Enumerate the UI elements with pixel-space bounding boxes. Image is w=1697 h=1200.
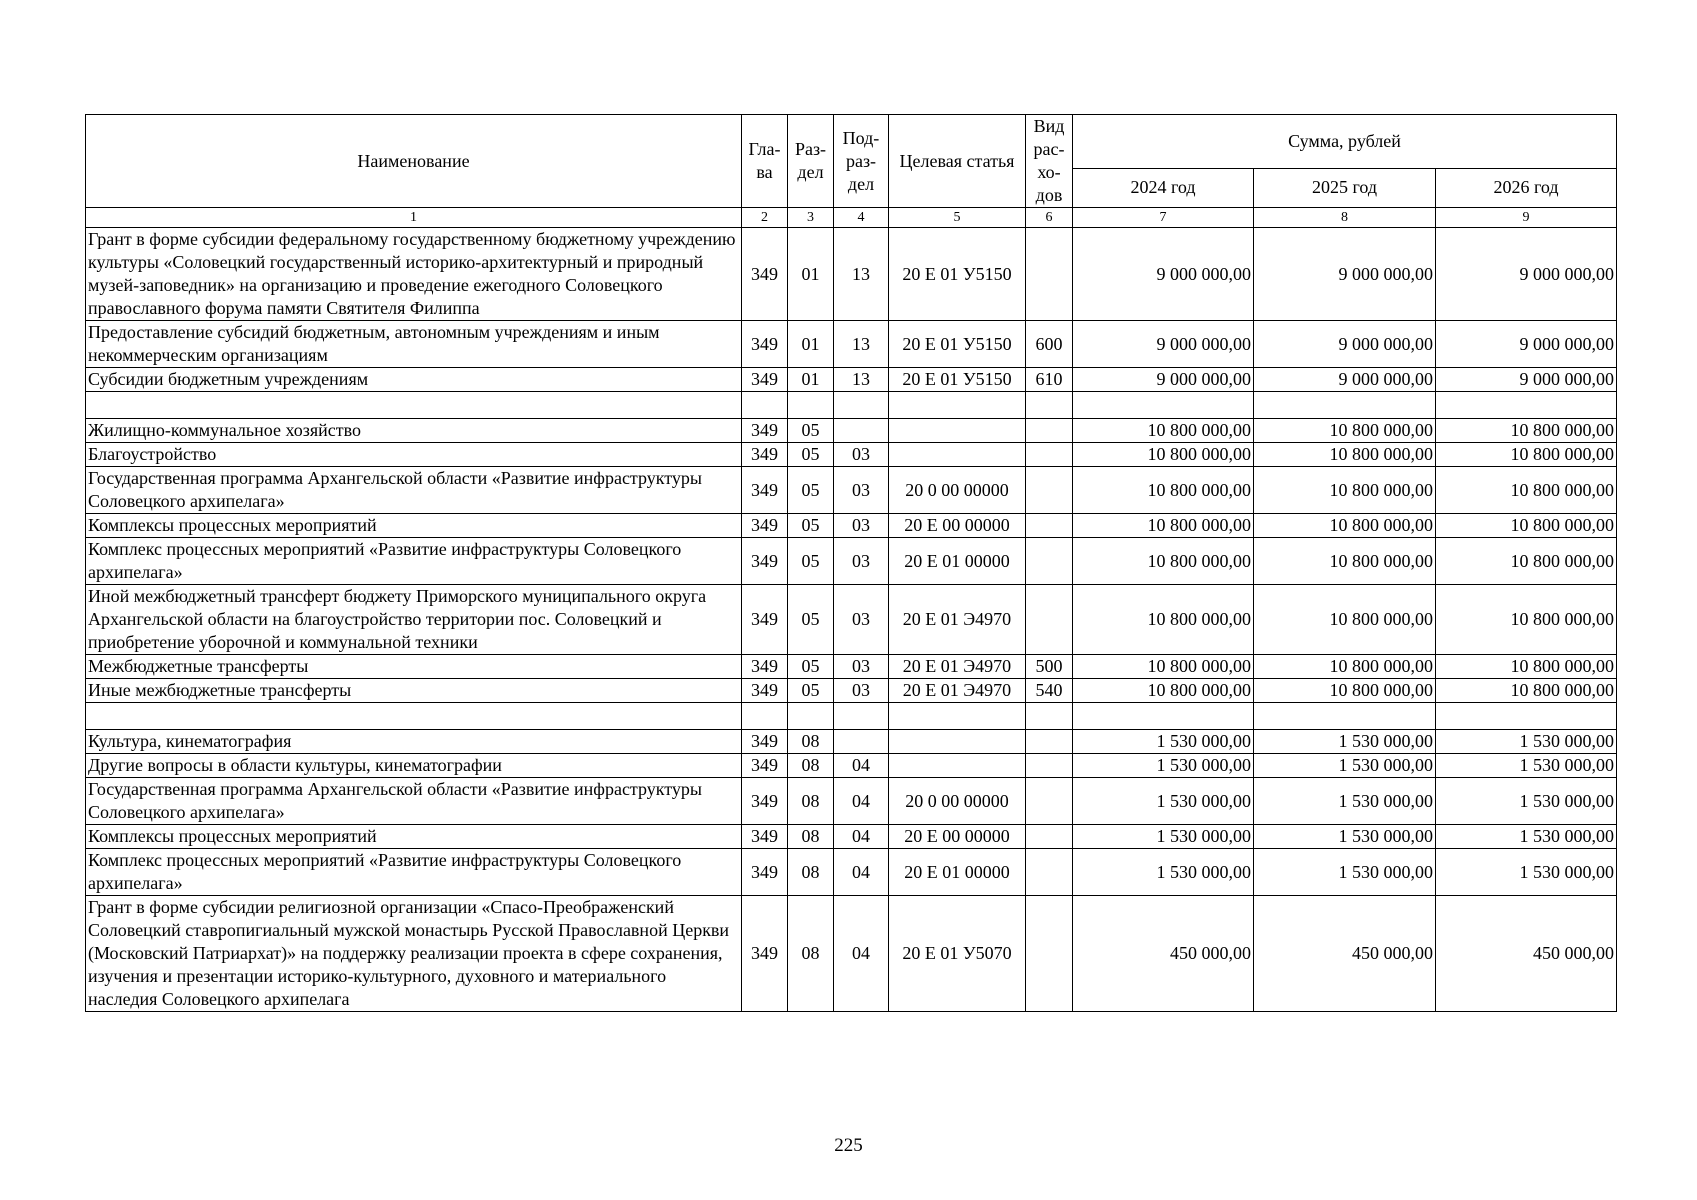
cell-vid: 610 bbox=[1026, 368, 1073, 392]
header-year-2024: 2024 год bbox=[1073, 168, 1254, 207]
cell-sum-2025: 1 530 000,00 bbox=[1254, 730, 1436, 754]
table-row bbox=[86, 754, 1617, 778]
cell-vid bbox=[1026, 825, 1073, 849]
cell-vid: 500 bbox=[1026, 655, 1073, 679]
cell-article: 20 Е 00 00000 bbox=[889, 825, 1026, 849]
table-row bbox=[86, 778, 1617, 825]
cell-sum-2026: 1 530 000,00 bbox=[1436, 730, 1617, 754]
cell-sum-2026: 10 800 000,00 bbox=[1436, 467, 1617, 514]
cell-podrazdel: 04 bbox=[834, 896, 889, 1012]
table-row bbox=[86, 419, 1617, 443]
cell-sum-2024: 10 800 000,00 bbox=[1073, 679, 1254, 703]
col-number: 6 bbox=[1026, 208, 1073, 228]
cell-name: Комплексы процессных мероприятий bbox=[86, 825, 742, 849]
cell-name: Другие вопросы в области культуры, кинематографии bbox=[86, 754, 742, 778]
cell-glava: 349 bbox=[742, 679, 788, 703]
col-number: 4 bbox=[834, 208, 889, 228]
cell-podrazdel: 04 bbox=[834, 778, 889, 825]
cell-vid bbox=[1026, 514, 1073, 538]
cell-sum-2024: 1 530 000,00 bbox=[1073, 825, 1254, 849]
cell-sum-2026: 1 530 000,00 bbox=[1436, 754, 1617, 778]
cell-sum-2025: 10 800 000,00 bbox=[1254, 443, 1436, 467]
cell-sum-2024: 10 800 000,00 bbox=[1073, 467, 1254, 514]
cell-article bbox=[889, 730, 1026, 754]
cell-sum-2025: 10 800 000,00 bbox=[1254, 538, 1436, 585]
cell-sum-2024: 1 530 000,00 bbox=[1073, 730, 1254, 754]
cell-vid bbox=[1026, 849, 1073, 896]
cell-razdel: 05 bbox=[788, 538, 834, 585]
cell-vid bbox=[1026, 228, 1073, 321]
cell-sum-2024: 9 000 000,00 bbox=[1073, 321, 1254, 368]
cell-sum-2024: 10 800 000,00 bbox=[1073, 538, 1254, 585]
cell-sum-2024: 1 530 000,00 bbox=[1073, 849, 1254, 896]
col-number: 3 bbox=[788, 208, 834, 228]
cell-glava bbox=[742, 703, 788, 730]
cell-name: Комплекс процессных мероприятий «Развитие инфраструктуры Соловецкого архипелага» bbox=[86, 849, 742, 896]
cell-sum-2024 bbox=[1073, 392, 1254, 419]
cell-vid bbox=[1026, 754, 1073, 778]
cell-name: Предоставление субсидий бюджетным, автономным учреждениям и иным некоммерческим организациям bbox=[86, 321, 742, 368]
column-numbers-row bbox=[86, 208, 1617, 228]
cell-sum-2025: 1 530 000,00 bbox=[1254, 778, 1436, 825]
cell-sum-2025: 10 800 000,00 bbox=[1254, 679, 1436, 703]
cell-razdel bbox=[788, 703, 834, 730]
cell-sum-2024: 10 800 000,00 bbox=[1073, 419, 1254, 443]
cell-vid bbox=[1026, 703, 1073, 730]
cell-sum-2026: 10 800 000,00 bbox=[1436, 585, 1617, 655]
cell-razdel: 08 bbox=[788, 896, 834, 1012]
col-number: 1 bbox=[86, 208, 742, 228]
cell-name: Культура, кинематография bbox=[86, 730, 742, 754]
cell-sum-2026 bbox=[1436, 392, 1617, 419]
table-row bbox=[86, 467, 1617, 514]
cell-sum-2025: 9 000 000,00 bbox=[1254, 321, 1436, 368]
cell-sum-2025: 10 800 000,00 bbox=[1254, 585, 1436, 655]
cell-sum-2025: 10 800 000,00 bbox=[1254, 514, 1436, 538]
cell-sum-2025: 1 530 000,00 bbox=[1254, 849, 1436, 896]
cell-sum-2026: 10 800 000,00 bbox=[1436, 443, 1617, 467]
cell-glava: 349 bbox=[742, 514, 788, 538]
table-row bbox=[86, 321, 1617, 368]
cell-sum-2026: 10 800 000,00 bbox=[1436, 538, 1617, 585]
cell-glava: 349 bbox=[742, 228, 788, 321]
cell-glava: 349 bbox=[742, 538, 788, 585]
table-row bbox=[86, 849, 1617, 896]
cell-name: Иные межбюджетные трансферты bbox=[86, 679, 742, 703]
cell-razdel: 05 bbox=[788, 467, 834, 514]
cell-razdel: 05 bbox=[788, 679, 834, 703]
cell-sum-2025: 9 000 000,00 bbox=[1254, 368, 1436, 392]
col-number: 2 bbox=[742, 208, 788, 228]
cell-sum-2025 bbox=[1254, 703, 1436, 730]
cell-glava: 349 bbox=[742, 754, 788, 778]
cell-article: 20 Е 01 00000 bbox=[889, 538, 1026, 585]
cell-vid bbox=[1026, 467, 1073, 514]
cell-name: Комплекс процессных мероприятий «Развитие инфраструктуры Соловецкого архипелага» bbox=[86, 538, 742, 585]
header-razdel: Раз-дел bbox=[788, 115, 834, 208]
cell-article: 20 0 00 00000 bbox=[889, 778, 1026, 825]
cell-podrazdel: 04 bbox=[834, 825, 889, 849]
cell-sum-2025: 9 000 000,00 bbox=[1254, 228, 1436, 321]
cell-article bbox=[889, 703, 1026, 730]
cell-glava: 349 bbox=[742, 368, 788, 392]
cell-glava: 349 bbox=[742, 655, 788, 679]
cell-podrazdel: 03 bbox=[834, 655, 889, 679]
cell-vid: 600 bbox=[1026, 321, 1073, 368]
col-number: 7 bbox=[1073, 208, 1254, 228]
cell-article: 20 Е 01 У5150 bbox=[889, 228, 1026, 321]
table-row bbox=[86, 679, 1617, 703]
cell-sum-2024 bbox=[1073, 703, 1254, 730]
cell-razdel: 01 bbox=[788, 368, 834, 392]
cell-vid bbox=[1026, 778, 1073, 825]
cell-razdel: 05 bbox=[788, 655, 834, 679]
budget-table bbox=[85, 114, 1617, 1012]
cell-razdel bbox=[788, 392, 834, 419]
cell-podrazdel: 13 bbox=[834, 321, 889, 368]
cell-sum-2026: 9 000 000,00 bbox=[1436, 368, 1617, 392]
cell-sum-2024: 9 000 000,00 bbox=[1073, 228, 1254, 321]
cell-sum-2025 bbox=[1254, 392, 1436, 419]
cell-article bbox=[889, 754, 1026, 778]
cell-article: 20 Е 01 00000 bbox=[889, 849, 1026, 896]
cell-sum-2026: 10 800 000,00 bbox=[1436, 655, 1617, 679]
col-number: 5 bbox=[889, 208, 1026, 228]
cell-name: Жилищно-коммунальное хозяйство bbox=[86, 419, 742, 443]
cell-glava: 349 bbox=[742, 896, 788, 1012]
cell-name bbox=[86, 703, 742, 730]
cell-name: Грант в форме субсидии федеральному государственному бюджетному учреждению культуры «Соловецкий государственный историко-архитектурный и природный музей-заповедник» на организацию и проведение ежегодного Соловецкого православного форума памяти Святителя Филиппа bbox=[86, 228, 742, 321]
cell-sum-2026: 9 000 000,00 bbox=[1436, 321, 1617, 368]
cell-sum-2024: 10 800 000,00 bbox=[1073, 443, 1254, 467]
cell-sum-2024: 450 000,00 bbox=[1073, 896, 1254, 1012]
cell-vid bbox=[1026, 392, 1073, 419]
header-vid: Вид рас-хо-дов bbox=[1026, 115, 1073, 208]
cell-podrazdel bbox=[834, 730, 889, 754]
cell-sum-2024: 10 800 000,00 bbox=[1073, 514, 1254, 538]
cell-podrazdel: 03 bbox=[834, 585, 889, 655]
cell-name: Иной межбюджетный трансферт бюджету Приморского муниципального округа Архангельской области на благоустройство территории пос. Соловецкий и приобретение уборочной и коммунальной техники bbox=[86, 585, 742, 655]
cell-glava: 349 bbox=[742, 825, 788, 849]
cell-razdel: 08 bbox=[788, 754, 834, 778]
header-glava: Гла-ва bbox=[742, 115, 788, 208]
cell-article: 20 Е 01 У5150 bbox=[889, 368, 1026, 392]
cell-podrazdel bbox=[834, 392, 889, 419]
cell-sum-2026: 1 530 000,00 bbox=[1436, 849, 1617, 896]
cell-sum-2025: 1 530 000,00 bbox=[1254, 825, 1436, 849]
header-name: Наименование bbox=[86, 115, 742, 208]
cell-name: Благоустройство bbox=[86, 443, 742, 467]
cell-sum-2026: 1 530 000,00 bbox=[1436, 778, 1617, 825]
cell-podrazdel: 04 bbox=[834, 754, 889, 778]
table-row bbox=[86, 585, 1617, 655]
table-row bbox=[86, 228, 1617, 321]
cell-glava: 349 bbox=[742, 419, 788, 443]
cell-podrazdel: 04 bbox=[834, 849, 889, 896]
cell-name: Комплексы процессных мероприятий bbox=[86, 514, 742, 538]
cell-razdel: 08 bbox=[788, 849, 834, 896]
cell-glava: 349 bbox=[742, 849, 788, 896]
cell-sum-2026: 10 800 000,00 bbox=[1436, 679, 1617, 703]
table-row bbox=[86, 368, 1617, 392]
cell-vid bbox=[1026, 896, 1073, 1012]
cell-sum-2025: 1 530 000,00 bbox=[1254, 754, 1436, 778]
cell-name bbox=[86, 392, 742, 419]
cell-podrazdel: 03 bbox=[834, 679, 889, 703]
cell-podrazdel bbox=[834, 703, 889, 730]
cell-sum-2024: 9 000 000,00 bbox=[1073, 368, 1254, 392]
cell-article: 20 Е 01 Э4970 bbox=[889, 679, 1026, 703]
table-row bbox=[86, 443, 1617, 467]
cell-razdel: 05 bbox=[788, 443, 834, 467]
cell-razdel: 01 bbox=[788, 321, 834, 368]
cell-glava: 349 bbox=[742, 321, 788, 368]
cell-razdel: 05 bbox=[788, 419, 834, 443]
cell-article: 20 Е 00 00000 bbox=[889, 514, 1026, 538]
cell-razdel: 01 bbox=[788, 228, 834, 321]
cell-sum-2025: 10 800 000,00 bbox=[1254, 467, 1436, 514]
cell-sum-2026: 1 530 000,00 bbox=[1436, 825, 1617, 849]
cell-podrazdel: 03 bbox=[834, 467, 889, 514]
table-row bbox=[86, 392, 1617, 419]
cell-podrazdel bbox=[834, 419, 889, 443]
header-podrazdel: Под-раз-дел bbox=[834, 115, 889, 208]
cell-podrazdel: 13 bbox=[834, 228, 889, 321]
cell-article: 20 Е 01 Э4970 bbox=[889, 655, 1026, 679]
cell-glava: 349 bbox=[742, 467, 788, 514]
cell-sum-2026: 450 000,00 bbox=[1436, 896, 1617, 1012]
cell-name: Государственная программа Архангельской области «Развитие инфраструктуры Соловецкого архипелага» bbox=[86, 778, 742, 825]
cell-name: Межбюджетные трансферты bbox=[86, 655, 742, 679]
cell-sum-2026 bbox=[1436, 703, 1617, 730]
cell-vid: 540 bbox=[1026, 679, 1073, 703]
cell-sum-2024: 10 800 000,00 bbox=[1073, 655, 1254, 679]
table-row bbox=[86, 703, 1617, 730]
header-article: Целевая статья bbox=[889, 115, 1026, 208]
cell-article: 20 Е 01 У5070 bbox=[889, 896, 1026, 1012]
cell-sum-2025: 10 800 000,00 bbox=[1254, 419, 1436, 443]
cell-article bbox=[889, 392, 1026, 419]
cell-razdel: 08 bbox=[788, 825, 834, 849]
table-row bbox=[86, 825, 1617, 849]
cell-name: Грант в форме субсидии религиозной организации «Спасо-Преображенский Соловецкий ставропигиальный мужской монастырь Русской Православной Церкви (Московский Патриархат)» на поддержку реализации проекта в сфере сохранения, изучения и презентации историко-культурного, духовного и материального наследия Соловецкого архипелага bbox=[86, 896, 742, 1012]
cell-vid bbox=[1026, 730, 1073, 754]
cell-article: 20 Е 01 У5150 bbox=[889, 321, 1026, 368]
cell-glava: 349 bbox=[742, 778, 788, 825]
cell-article: 20 Е 01 Э4970 bbox=[889, 585, 1026, 655]
cell-sum-2024: 1 530 000,00 bbox=[1073, 778, 1254, 825]
header-sum: Сумма, рублей bbox=[1073, 115, 1617, 169]
cell-vid bbox=[1026, 538, 1073, 585]
cell-glava: 349 bbox=[742, 730, 788, 754]
cell-sum-2026: 10 800 000,00 bbox=[1436, 419, 1617, 443]
cell-glava: 349 bbox=[742, 585, 788, 655]
cell-name: Государственная программа Архангельской области «Развитие инфраструктуры Соловецкого архипелага» bbox=[86, 467, 742, 514]
cell-glava bbox=[742, 392, 788, 419]
page-number: 225 bbox=[834, 1135, 863, 1156]
table-row bbox=[86, 514, 1617, 538]
cell-sum-2024: 10 800 000,00 bbox=[1073, 585, 1254, 655]
cell-razdel: 05 bbox=[788, 514, 834, 538]
cell-sum-2026: 9 000 000,00 bbox=[1436, 228, 1617, 321]
cell-sum-2026: 10 800 000,00 bbox=[1436, 514, 1617, 538]
cell-glava: 349 bbox=[742, 443, 788, 467]
cell-vid bbox=[1026, 419, 1073, 443]
col-number: 8 bbox=[1254, 208, 1436, 228]
cell-sum-2025: 10 800 000,00 bbox=[1254, 655, 1436, 679]
table-row bbox=[86, 655, 1617, 679]
cell-article: 20 0 00 00000 bbox=[889, 467, 1026, 514]
cell-sum-2025: 450 000,00 bbox=[1254, 896, 1436, 1012]
header-year-2025: 2025 год bbox=[1254, 168, 1436, 207]
cell-vid bbox=[1026, 585, 1073, 655]
cell-vid bbox=[1026, 443, 1073, 467]
col-number: 9 bbox=[1436, 208, 1617, 228]
table-row bbox=[86, 538, 1617, 585]
cell-podrazdel: 03 bbox=[834, 443, 889, 467]
cell-podrazdel: 03 bbox=[834, 538, 889, 585]
cell-name: Субсидии бюджетным учреждениям bbox=[86, 368, 742, 392]
table-body bbox=[86, 228, 1617, 1012]
cell-sum-2024: 1 530 000,00 bbox=[1073, 754, 1254, 778]
cell-razdel: 05 bbox=[788, 585, 834, 655]
cell-article bbox=[889, 443, 1026, 467]
cell-podrazdel: 13 bbox=[834, 368, 889, 392]
table-row bbox=[86, 896, 1617, 1012]
header-year-2026: 2026 год bbox=[1436, 168, 1617, 207]
table-row bbox=[86, 730, 1617, 754]
cell-article bbox=[889, 419, 1026, 443]
cell-razdel: 08 bbox=[788, 778, 834, 825]
cell-razdel: 08 bbox=[788, 730, 834, 754]
cell-podrazdel: 03 bbox=[834, 514, 889, 538]
